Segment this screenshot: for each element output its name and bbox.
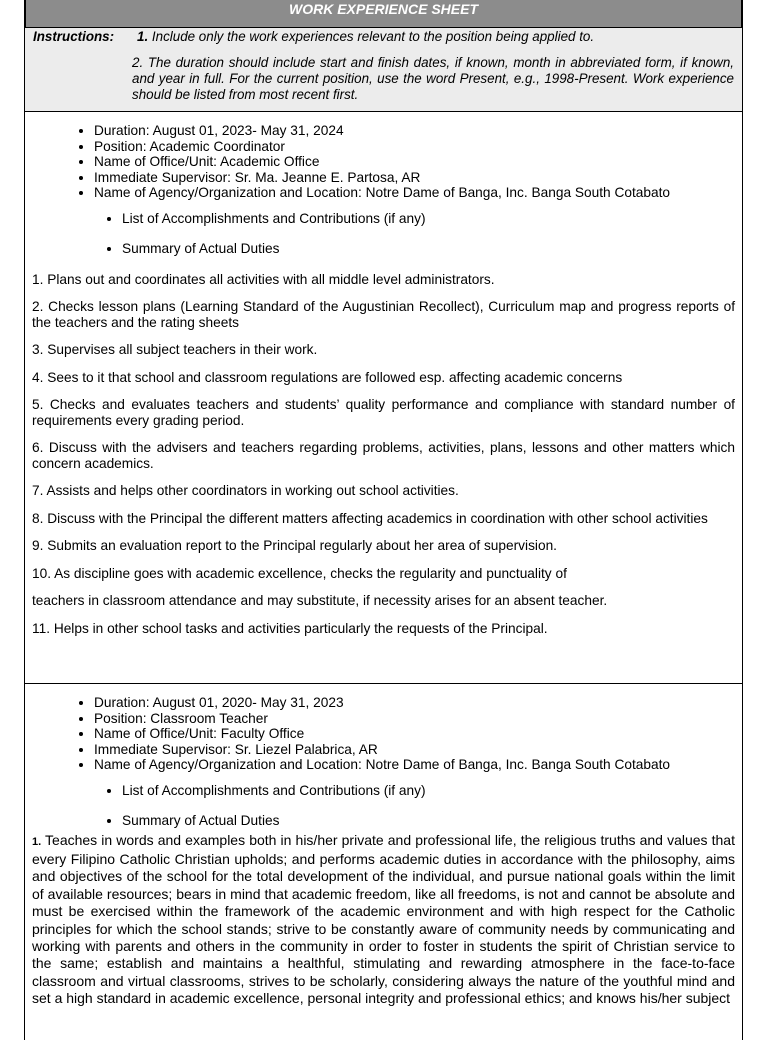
work-experience-sheet [24, 0, 743, 1040]
instruction-1-number: 1. [137, 29, 149, 44]
instructions-block [25, 28, 742, 112]
duty-number: 1. [32, 835, 42, 848]
position: • Position: Academic Coordinator [94, 139, 735, 155]
duty-item: 7. Assists and helps other coordinators in working out school activities. [32, 483, 459, 498]
duty-item: 3. Supervises all subject teachers in their work. [32, 342, 318, 357]
duty-item: 8. Discuss with the Principal the different matters affecting academics in coordination with other school activities [32, 510, 708, 526]
duty-item: 9. Submits an evaluation report to the Principal regularly about her area of supervision. [32, 538, 557, 553]
duration: • Duration: August 01, 2023- May 31, 2024 [94, 123, 735, 139]
sheet-title: WORK EXPERIENCE SHEET [25, 0, 742, 28]
duty-item: teachers in classroom attendance and may substitute, if necessity arises for an absent teacher. [32, 593, 608, 608]
experience-1-sub-headings [32, 211, 735, 257]
instruction-1-text: Include only the work experiences relevant to the position being applied to. [151, 29, 595, 44]
duty-item: 11. Helps in other school tasks and activities particularly the requests of the Principal. [32, 620, 548, 636]
agency-location: • Name of Agency/Organization and Location: Notre Dame of Banga, Inc. Banga South Cotabato [94, 185, 735, 201]
accomplishments-heading: • List of Accomplishments and Contributions (if any) [122, 211, 735, 227]
duty-item: 2. Checks lesson plans (Learning Standard of the Augustinian Recollect), Curriculum map and progress reports of the teachers and the rating sheets [32, 299, 735, 330]
experience-2-sub-headings [32, 783, 735, 829]
position: • Position: Classroom Teacher [94, 711, 735, 727]
duration: • Duration: August 01, 2020- May 31, 2023 [94, 695, 735, 711]
instruction-2-text: 2. The duration should include start and finish dates, if known, month in abbreviated form, if known, and year in full. For the current position, use the word Present, e.g., 1998-Present. Work experience should be listed from most recent first. [132, 55, 734, 102]
experience-entry-1 [25, 112, 742, 684]
duty-item: 1. Plans out and coordinates all activities with all middle level administrators. [32, 271, 495, 287]
duty-item: 6. Discuss with the advisers and teachers regarding problems, activities, plans, lessons and other matters which concern academics. [32, 440, 735, 471]
experience-1-details [32, 123, 735, 201]
duty-item: 10. As discipline goes with academic excellence, checks the regularity and punctuality of [32, 565, 567, 581]
accomplishments-heading: • List of Accomplishments and Contributions (if any) [122, 783, 735, 799]
immediate-supervisor: • Immediate Supervisor: Sr. Ma. Jeanne E. Partosa, AR [94, 170, 735, 186]
instructions-label: Instructions: [33, 29, 115, 44]
duties-heading: • Summary of Actual Duties [122, 241, 735, 257]
duty-item: 4. Sees to it that school and classroom regulations are followed esp. affecting academic concerns [32, 369, 623, 385]
office-unit: • Name of Office/Unit: Faculty Office [94, 726, 735, 742]
experience-2-details [32, 695, 735, 773]
duties-heading: • Summary of Actual Duties [122, 813, 735, 829]
immediate-supervisor: • Immediate Supervisor: Sr. Liezel Palabrica, AR [94, 742, 735, 758]
agency-location: • Name of Agency/Organization and Location: Notre Dame of Banga, Inc. Banga South Cotabato [94, 757, 735, 773]
duty-item: 5. Checks and evaluates teachers and students’ quality performance and compliance with standard number of requirements every grading period. [32, 397, 735, 428]
duty-item [32, 832, 735, 1008]
office-unit: • Name of Office/Unit: Academic Office [94, 154, 735, 170]
duty-text: Teaches in words and examples both in his/her private and professional life, the religious truths and values that every Filipino Catholic Christian upholds; and performs academic duties in accordance with the philosophy, aims and objectives of the school for the total development of the individual, and pursue national goals within the limit of available resources; bears in mind that academic freedom, like all freedoms, is not and cannot be absolute and must be exercised within the framework of the academic environment and with high respect for the Catholic principles for which the school stands; strive to be constantly aware of community needs by communicating and working with parents and others in the community in order to foster in students the spirit of Christian service to the same; establish and maintains a healthful, stimulating and rewarding atmosphere in the face-to-face classroom and virtual classrooms, strives to be scholarly, considering always the nature of the youthful mind and set a high standard in academic excellence, personal integrity and professional ethics; and knows his/her subject [32, 831, 735, 1007]
experience-entry-2 [25, 684, 742, 1008]
